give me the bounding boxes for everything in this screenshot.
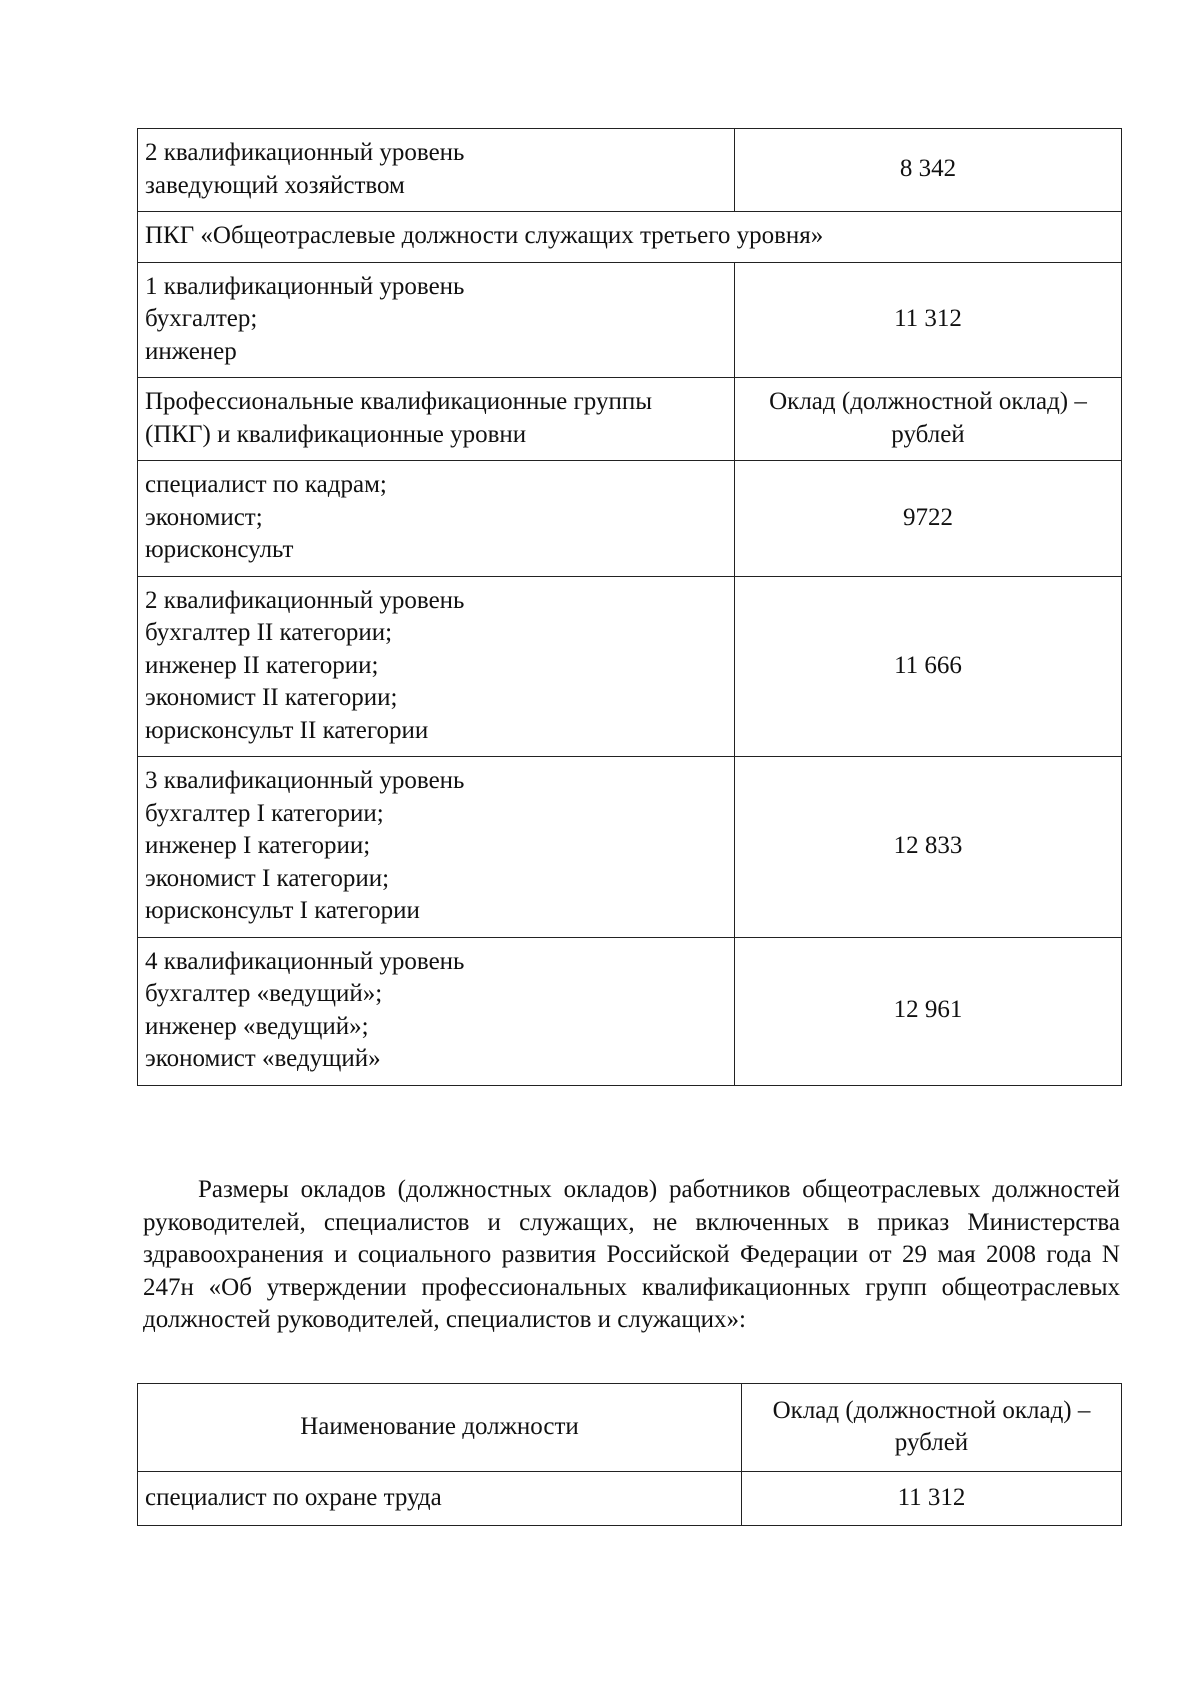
table-row bbox=[138, 461, 1122, 577]
position-cell: специалист по кадрам; экономист; юрисконсульт bbox=[138, 461, 735, 577]
body-paragraph: Размеры окладов (должностных окладов) работников общеотраслевых должностей руководителей, специалистов и служащих, не включенных в приказ Министерства здравоохранения и социального развития Российской Федерации от 29 мая 2008 года N 247н «Об утверждении профессиональных квалификационных групп общеотраслевых должностей руководителей, специалистов и служащих»: bbox=[143, 1176, 1120, 1333]
salary-cell: 12 833 bbox=[735, 757, 1122, 938]
header-row bbox=[138, 1384, 1122, 1472]
salary-table-positions bbox=[137, 1383, 1122, 1526]
position-cell: 4 квалификационный уровень бухгалтер «ведущий»; инженер «ведущий»; экономист «ведущий» bbox=[138, 937, 735, 1085]
group-row bbox=[138, 212, 1122, 263]
header-cell-salary: Оклад (должностной оклад) – рублей bbox=[735, 378, 1122, 461]
position-cell: 3 квалификационный уровень бухгалтер I категории; инженер I категории; экономист I категории; юрисконсульт I категории bbox=[138, 757, 735, 938]
table-row bbox=[138, 757, 1122, 938]
table-row bbox=[138, 262, 1122, 378]
table-row bbox=[138, 129, 1122, 212]
salary-table-levels bbox=[137, 128, 1122, 1086]
position-cell: 1 квалификационный уровень бухгалтер; инженер bbox=[138, 262, 735, 378]
salary-cell: 12 961 bbox=[735, 937, 1122, 1085]
table-row bbox=[138, 937, 1122, 1085]
header-cell-salary: Оклад (должностной оклад) – рублей bbox=[742, 1384, 1122, 1472]
position-cell: специалист по охране труда bbox=[138, 1472, 742, 1526]
group-title-cell: ПКГ «Общеотраслевые должности служащих третьего уровня» bbox=[138, 212, 1122, 263]
table-row bbox=[138, 1472, 1122, 1526]
salary-cell: 11 312 bbox=[742, 1472, 1122, 1526]
header-row bbox=[138, 378, 1122, 461]
header-cell-groups: Профессиональные квалификационные группы (ПКГ) и квалификационные уровни bbox=[138, 378, 735, 461]
salary-cell: 8 342 bbox=[735, 129, 1122, 212]
position-cell: 2 квалификационный уровень бухгалтер II категории; инженер II категории; экономист II категории; юрисконсульт II категории bbox=[138, 576, 735, 757]
salary-cell: 11 312 bbox=[735, 262, 1122, 378]
salary-cell: 9722 bbox=[735, 461, 1122, 577]
header-cell-position: Наименование должности bbox=[138, 1384, 742, 1472]
position-cell: 2 квалификационный уровень заведующий хозяйством bbox=[138, 129, 735, 212]
table-row bbox=[138, 576, 1122, 757]
salary-cell: 11 666 bbox=[735, 576, 1122, 757]
